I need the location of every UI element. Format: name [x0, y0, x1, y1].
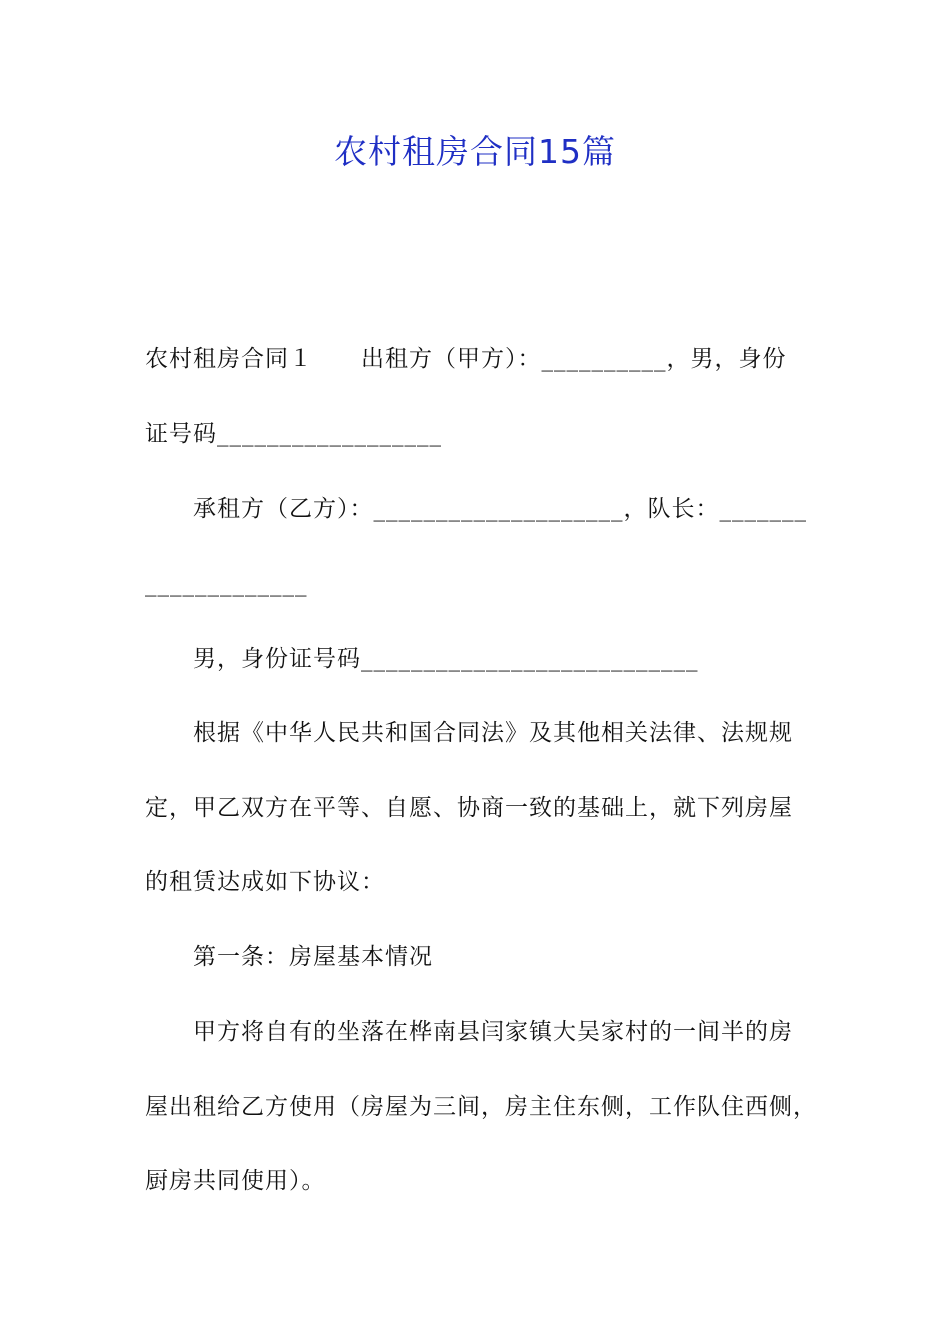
lessor-line: 出租方（甲方）：__________，男，身份 — [361, 346, 787, 372]
paragraph-line: 根据《中华人民共和国合同法》及其他相关法律、法规规 — [193, 720, 793, 746]
paragraph-line: 甲方将自有的坐落在桦南县闫家镇大吴家村的一间半的房 — [193, 1019, 793, 1045]
document-title: 农村租房合同15篇 — [334, 132, 616, 171]
section-heading: 第一条：房屋基本情况 — [193, 944, 433, 970]
lessee-id-line: 男，身份证号码___________________________ — [193, 646, 699, 672]
paragraph-line: 的租赁达成如下协议： — [145, 869, 385, 895]
lessee-line: 承租方（乙方）：____________________，队长：_______ — [193, 496, 807, 522]
paragraph-line: 定，甲乙双方在平等、自愿、协商一致的基础上，就下列房屋 — [145, 795, 793, 821]
contract-heading-line — [145, 342, 787, 376]
lessor-id-line: 证号码__________________ — [145, 421, 442, 447]
lessee-continuation-line: _____________ — [145, 571, 308, 597]
paragraph-line: 厨房共同使用）。 — [145, 1168, 326, 1194]
contract-number-label: 农村租房合同１ — [145, 346, 313, 372]
paragraph-line: 屋出租给乙方使用（房屋为三间，房主住东侧，工作队住西侧， — [145, 1094, 817, 1120]
